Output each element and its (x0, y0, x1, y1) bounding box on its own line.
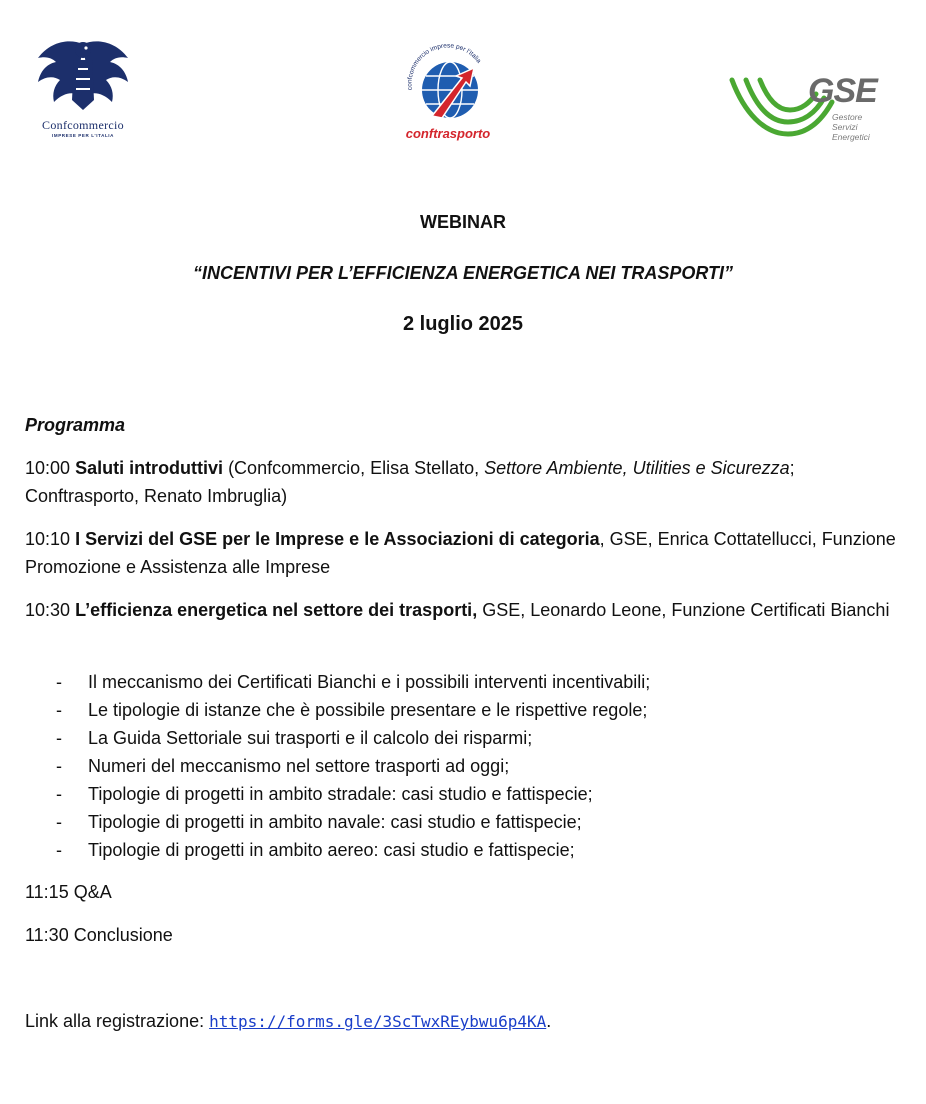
list-item (25, 836, 895, 864)
program-item-time: 10:30 (25, 600, 71, 620)
program-item-text: (Confcommercio, Elisa Stellato, (223, 458, 485, 478)
list-item-text: Il meccanismo dei Certificati Bianchi e i possibili interventi incentivabili; (88, 672, 651, 692)
bullet-dash: - (56, 728, 62, 748)
bullet-dash: - (56, 784, 62, 804)
qa-item: 11:15 Q&A (25, 882, 112, 902)
program-item-title: I Servizi del GSE per le Imprese e le Associazioni di categoria (75, 529, 600, 549)
program-item-time: 10:00 (25, 458, 71, 478)
conftrasporto-name: conftrasporto (405, 126, 491, 141)
list-item (25, 724, 895, 752)
list-item (25, 696, 895, 724)
registration-label: Link alla registrazione: (25, 1011, 210, 1031)
list-item-text: La Guida Settoriale sui trasporti e il calcolo dei risparmi; (88, 728, 533, 748)
gse-subtitle (832, 112, 892, 142)
gse-subtitle-line: Gestore (832, 112, 863, 122)
eagle-emblem-icon (28, 34, 138, 118)
program-item (25, 596, 897, 624)
gse-logo (728, 72, 888, 152)
webinar-date: 2 luglio 2025 (402, 313, 524, 335)
webinar-title: “INCENTIVI PER L’EFFICIENZA ENERGETICA NEI TRASPORTI” (192, 263, 734, 283)
webinar-label: WEBINAR (420, 212, 506, 232)
program-item-text: ; Conftrasporto, Renato Imbruglia) (25, 458, 795, 506)
globe-arrow-icon (392, 38, 504, 126)
list-item-text: Numeri del meccanismo nel settore trasporti ad oggi; (88, 756, 510, 776)
program-item (25, 525, 897, 581)
list-item (25, 780, 895, 808)
program-item-time: 10:10 (25, 529, 71, 549)
program-item-text: GSE, Leonardo Leone, Funzione Certificati Bianchi (477, 600, 890, 620)
program-item-text-italic: Settore Ambiente, Utilities e Sicurezza (484, 458, 790, 478)
list-item-text: Tipologie di progetti in ambito stradale: casi studio e fattispecie; (88, 784, 593, 804)
bullet-dash: - (56, 756, 62, 776)
bullet-dash: - (56, 700, 62, 720)
registration-line (25, 1007, 551, 1036)
confcommercio-logo (28, 34, 138, 146)
list-item (25, 752, 895, 780)
program-heading: Programma (25, 415, 126, 435)
program-item-title: Saluti introduttivi (75, 458, 224, 478)
topic-list (25, 668, 895, 864)
gse-name: GSE (808, 72, 877, 110)
registration-link[interactable]: https://forms.gle/3ScTwxREybwu6p4KA (209, 1012, 547, 1031)
list-item (25, 808, 895, 836)
conftrasporto-logo (392, 38, 504, 146)
bullet-dash: - (56, 672, 62, 692)
gse-subtitle-line: Servizi (832, 122, 858, 132)
bullet-dash: - (56, 840, 62, 860)
list-item-text: Tipologie di progetti in ambito aereo: casi studio e fattispecie; (88, 840, 575, 860)
list-item-text: Tipologie di progetti in ambito navale: casi studio e fattispecie; (88, 812, 582, 832)
confcommercio-subtitle: IMPRESE PER L'ITALIA (52, 133, 114, 138)
list-item (25, 668, 895, 696)
program-item-text: , GSE, Enrica Cottatellucci, Funzione Promozione e Assistenza alle Imprese (25, 529, 896, 577)
program-item (25, 454, 897, 510)
conftrasporto-arc-text: confcommercio imprese per l'Italia (406, 42, 483, 91)
registration-trailing: . (546, 1011, 552, 1031)
bullet-dash: - (56, 812, 62, 832)
gse-subtitle-line: Energetici (832, 132, 870, 142)
confcommercio-name: Confcommercio (42, 118, 124, 132)
conclusion-item: 11:30 Conclusione (25, 925, 173, 945)
program-item-title: L’efficienza energetica nel settore dei trasporti, (75, 600, 478, 620)
list-item-text: Le tipologie di istanze che è possibile presentare e le rispettive regole; (88, 700, 648, 720)
